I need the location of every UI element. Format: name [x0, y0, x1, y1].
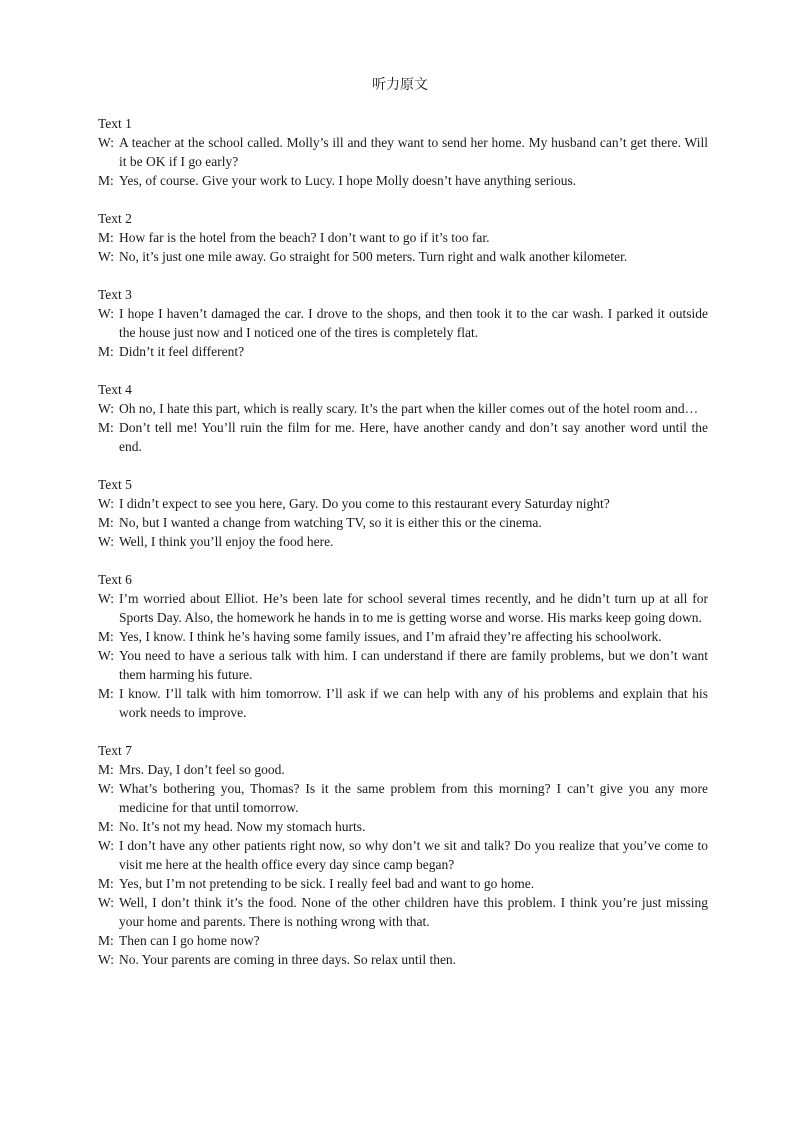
utterance-text: Didn’t it feel different?	[119, 344, 245, 359]
utterance-text: What’s bothering you, Thomas? Is it the same problem from this morning? I can’t give you any more medicine for that until tomorrow.	[119, 781, 708, 815]
utterance-text: No. Your parents are coming in three days. So relax until then.	[119, 952, 457, 967]
text-section-1	[98, 114, 708, 190]
dialogue-line	[98, 133, 708, 171]
utterance-text: I didn’t expect to see you here, Gary. Do you come to this restaurant every Saturday night?	[119, 496, 610, 511]
dialogue-line	[98, 931, 708, 950]
speaker-label: W:	[98, 135, 114, 150]
dialogue-line	[98, 950, 708, 969]
dialogue-line	[98, 817, 708, 836]
utterance-text: I hope I haven’t damaged the car. I drove to the shops, and then took it to the car wash. I parked it outside the house just now and I noticed one of the tires is completely flat.	[119, 306, 708, 340]
dialogue-line	[98, 171, 708, 190]
dialogue-line	[98, 589, 708, 627]
speaker-label: W:	[98, 534, 114, 549]
utterance-text: No, it’s just one mile away. Go straight for 500 meters. Turn right and walk another kilometer.	[119, 249, 628, 264]
speaker-label: M:	[98, 762, 114, 777]
section-title: Text 7	[98, 743, 132, 758]
dialogue-line	[98, 627, 708, 646]
utterance-text: Well, I think you’ll enjoy the food here.	[119, 534, 334, 549]
text-section-4	[98, 380, 708, 456]
section-title: Text 3	[98, 287, 132, 302]
text-section-6	[98, 570, 708, 722]
text-section-2	[98, 209, 708, 266]
speaker-label: W:	[98, 496, 114, 511]
text-section-3	[98, 285, 708, 361]
utterance-text: Then can I go home now?	[119, 933, 260, 948]
speaker-label: M:	[98, 515, 114, 530]
dialogue-line	[98, 418, 708, 456]
text-section-7	[98, 741, 708, 969]
dialogue-line	[98, 532, 708, 551]
speaker-label: W:	[98, 306, 114, 321]
speaker-label: W:	[98, 895, 114, 910]
dialogue-line	[98, 247, 708, 266]
utterance-text: I know. I’ll talk with him tomorrow. I’ll ask if we can help with any of his problems and explain that his work needs to improve.	[119, 686, 708, 720]
utterance-text: Yes, of course. Give your work to Lucy. I hope Molly doesn’t have anything serious.	[119, 173, 577, 188]
utterance-text: Mrs. Day, I don’t feel so good.	[119, 762, 285, 777]
section-title: Text 6	[98, 572, 132, 587]
dialogue-line	[98, 399, 708, 418]
dialogue-line	[98, 646, 708, 684]
transcript-body	[98, 114, 708, 988]
dialogue-line	[98, 760, 708, 779]
dialogue-line	[98, 893, 708, 931]
utterance-text: Don’t tell me! You’ll ruin the film for me. Here, have another candy and don’t say another word until the end.	[119, 420, 708, 454]
utterance-text: Yes, but I’m not pretending to be sick. I really feel bad and want to go home.	[119, 876, 535, 891]
section-title: Text 2	[98, 211, 132, 226]
utterance-text: How far is the hotel from the beach? I don’t want to go if it’s too far.	[119, 230, 490, 245]
dialogue-line	[98, 779, 708, 817]
section-title: Text 1	[98, 116, 132, 131]
utterance-text: No, but I wanted a change from watching TV, so it is either this or the cinema.	[119, 515, 542, 530]
utterance-text: I don’t have any other patients right now, so why don’t we sit and talk? Do you realize that you’ve come to visit me here at the health office every day since camp began?	[119, 838, 708, 872]
utterance-text: Oh no, I hate this part, which is really scary. It’s the part when the killer comes out of the hotel room and…	[119, 401, 699, 416]
utterance-text: You need to have a serious talk with him. I can understand if there are family problems, but we don’t want them harming his future.	[119, 648, 708, 682]
speaker-label: M:	[98, 344, 114, 359]
speaker-label: M:	[98, 819, 114, 834]
speaker-label: M:	[98, 686, 114, 701]
speaker-label: W:	[98, 838, 114, 853]
page-title: 听力原文	[372, 77, 428, 93]
dialogue-line	[98, 494, 708, 513]
dialogue-line	[98, 342, 708, 361]
section-title: Text 4	[98, 382, 132, 397]
speaker-label: M:	[98, 876, 114, 891]
speaker-label: M:	[98, 629, 114, 644]
dialogue-line	[98, 874, 708, 893]
utterance-text: I’m worried about Elliot. He’s been late for school several times recently, and he didn’t turn up at all for Sports Day. Also, the homework he hands in to me is getting worse and worse. His marks keep going down.	[119, 591, 708, 625]
speaker-label: W:	[98, 401, 114, 416]
dialogue-line	[98, 228, 708, 247]
utterance-text: No. It’s not my head. Now my stomach hurts.	[119, 819, 366, 834]
speaker-label: W:	[98, 648, 114, 663]
speaker-label: M:	[98, 420, 114, 435]
speaker-label: M:	[98, 173, 114, 188]
utterance-text: Yes, I know. I think he’s having some family issues, and I’m afraid they’re affecting his schoolwork.	[119, 629, 662, 644]
speaker-label: W:	[98, 249, 114, 264]
dialogue-line	[98, 836, 708, 874]
speaker-label: W:	[98, 591, 114, 606]
speaker-label: W:	[98, 781, 114, 796]
utterance-text: Well, I don’t think it’s the food. None of the other children have this problem. I think you’re just missing your home and parents. There is nothing wrong with that.	[119, 895, 708, 929]
dialogue-line	[98, 304, 708, 342]
dialogue-line	[98, 684, 708, 722]
speaker-label: M:	[98, 230, 114, 245]
section-title: Text 5	[98, 477, 132, 492]
utterance-text: A teacher at the school called. Molly’s ill and they want to send her home. My husband can’t get there. Will it be OK if I go early?	[119, 135, 708, 169]
text-section-5	[98, 475, 708, 551]
dialogue-line	[98, 513, 708, 532]
speaker-label: W:	[98, 952, 114, 967]
speaker-label: M:	[98, 933, 114, 948]
